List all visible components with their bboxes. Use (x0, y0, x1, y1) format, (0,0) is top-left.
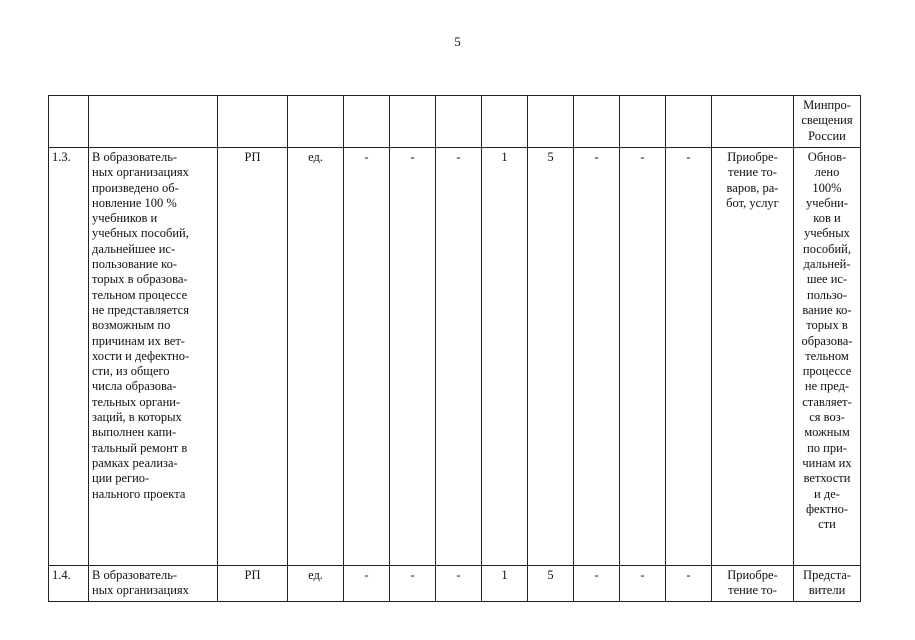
row-result: Предста- вители (794, 566, 861, 602)
row-value: 5 (528, 566, 574, 602)
empty-cell (620, 96, 666, 148)
empty-cell (528, 96, 574, 148)
empty-cell (574, 96, 620, 148)
empty-cell (218, 96, 288, 148)
row-measure: Приобре- тение то- варов, ра- бот, услуг (712, 148, 794, 566)
row-number: 1.4. (49, 566, 89, 602)
row-value: - (390, 566, 436, 602)
table-row (49, 148, 861, 566)
row-value: - (666, 566, 712, 602)
page-number: 5 (454, 34, 461, 49)
row-description: В образователь- ных организациях произведено об- новление 100 % учебников и учебных пособий, дальнейшее ис- пользование ко- торых в образова- тельном процессе не представляется возможным по причинам их вет- хости и дефектно- сти, из общего числа образова- тельных органи- заций, в которых выполнен капи- тальный ремонт в рамках реализа- ции регио- нального проекта (89, 148, 218, 566)
empty-cell (482, 96, 528, 148)
table-row (49, 96, 861, 148)
row-value: 5 (528, 148, 574, 566)
row-value: - (574, 148, 620, 566)
empty-cell (712, 96, 794, 148)
empty-cell (344, 96, 390, 148)
row-value: - (436, 566, 482, 602)
project-table (48, 95, 861, 602)
row-level: РП (218, 148, 288, 566)
row-value: - (436, 148, 482, 566)
row-value: - (344, 148, 390, 566)
row-value: - (344, 566, 390, 602)
row-value: - (390, 148, 436, 566)
responsible-cell: Минпро- свещения России (794, 96, 861, 148)
row-description: В образователь- ных организациях (89, 566, 218, 602)
empty-cell (89, 96, 218, 148)
row-result: Обнов- лено 100% учебни- ков и учебных пособий, дальней- шее ис- пользо- вание ко- торых в образова- тельном процессе не пред- ставляет- ся воз- можным по при- чинам их ветхости и де- фектно- сти (794, 148, 861, 566)
empty-cell (390, 96, 436, 148)
row-number: 1.3. (49, 148, 89, 566)
row-value: - (666, 148, 712, 566)
empty-cell (436, 96, 482, 148)
row-value: - (574, 566, 620, 602)
row-value: 1 (482, 148, 528, 566)
row-unit: ед. (288, 566, 344, 602)
table-row (49, 566, 861, 602)
row-measure: Приобре- тение то- (712, 566, 794, 602)
row-value: - (620, 148, 666, 566)
empty-cell (666, 96, 712, 148)
empty-cell (49, 96, 89, 148)
empty-cell (288, 96, 344, 148)
row-value: - (620, 566, 666, 602)
row-unit: ед. (288, 148, 344, 566)
row-level: РП (218, 566, 288, 602)
row-value: 1 (482, 566, 528, 602)
